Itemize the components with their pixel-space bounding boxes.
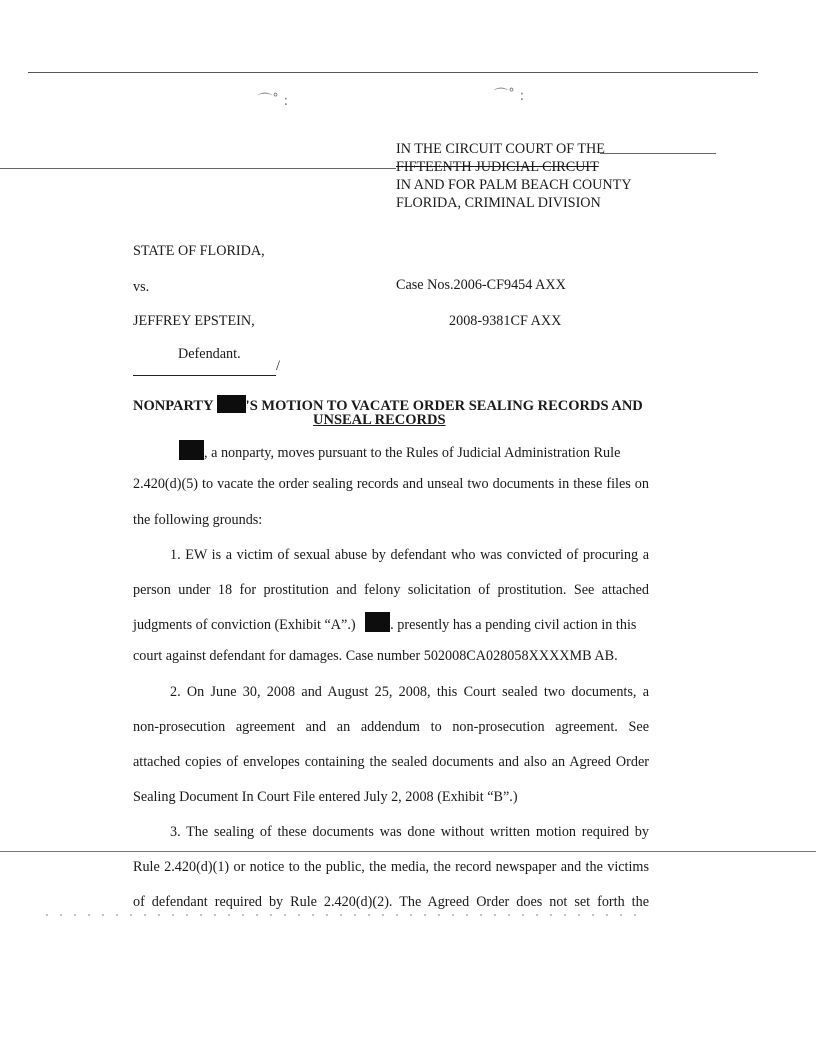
para3-line-3: of defendant required by Rule 2.420(d)(2). The Agreed Order does not set forth the [133,894,649,910]
redaction-box [217,395,246,413]
para2-line-3: attached copies of envelopes containing the sealed documents and also an Agreed Order [133,754,649,770]
intro-line-3: the following grounds: [133,512,263,528]
party-vs: vs. [133,279,150,295]
para1-line-1: 1. EW is a victim of sexual abuse by defendant who was convicted of procuring a [170,547,649,563]
scan-top-rule [28,72,758,73]
case-numbers: Case Nos.2006-CF9454 AXX [396,277,566,293]
para1-line-4: court against defendant for damages. Case number 502008CA028058XXXXMB AB. [133,648,618,664]
court-line-3: IN AND FOR PALM BEACH COUNTY [396,177,632,193]
party-state: STATE OF FLORIDA, [133,243,265,259]
court-header [396,140,632,212]
defendant-label: Defendant. [178,346,241,362]
title-suffix: 'S MOTION TO VACATE ORDER SEALING RECORDS AND [245,398,643,414]
redaction-box [365,612,390,632]
stamp-mark-right: ⌒˚ : [494,88,525,104]
para2-line-1: 2. On June 30, 2008 and August 25, 2008, this Court sealed two documents, a [170,684,649,700]
title-line-2: UNSEAL RECORDS [313,412,446,428]
intro-line-2: 2.420(d)(5) to vacate the order sealing records and unseal two documents in these files on [133,476,649,492]
scan-rule-bottom [0,851,816,852]
court-line-1: IN THE CIRCUIT COURT OF THE [396,141,605,157]
motion-title [133,395,643,428]
para1-line-3 [133,612,636,634]
caption-slash: / [276,358,280,374]
caption-underline [133,375,276,376]
intro-text-1: , a nonparty, moves pursuant to the Rules of Judicial Administration Rule [204,445,621,461]
party-defendant-name: JEFFREY EPSTEIN, [133,313,255,329]
para1-line-3a: judgments of conviction (Exhibit “A”.) [133,617,356,633]
court-line-2: FIFTEENTH JUDICIAL CIRCUIT [396,159,599,175]
para2-line-4: Sealing Document In Court File entered July 2, 2008 (Exhibit “B”.) [133,789,518,805]
para3-line-1: 3. The sealing of these documents was done without written motion required by [170,824,649,840]
scan-rule-left [0,168,396,169]
intro-line-1 [179,440,620,462]
para1-line-3b: . presently has a pending civil action in this [390,617,637,633]
scan-dot-trail [40,914,640,916]
redaction-box [179,440,204,460]
title-prefix: NONPARTY [133,398,214,414]
para3-line-2: Rule 2.420(d)(1) or notice to the public, the media, the record newspaper and the victims [133,859,649,875]
stamp-mark-left: ⌒˚ : [258,93,289,109]
court-line-4: FLORIDA, CRIMINAL DIVISION [396,195,601,211]
para1-line-2: person under 18 for prostitution and felony solicitation of prostitution. See attached [133,582,649,598]
case-number-second: 2008-9381CF AXX [449,313,562,329]
para2-line-2: non-prosecution agreement and an addendum to non-prosecution agreement. See [133,719,649,735]
